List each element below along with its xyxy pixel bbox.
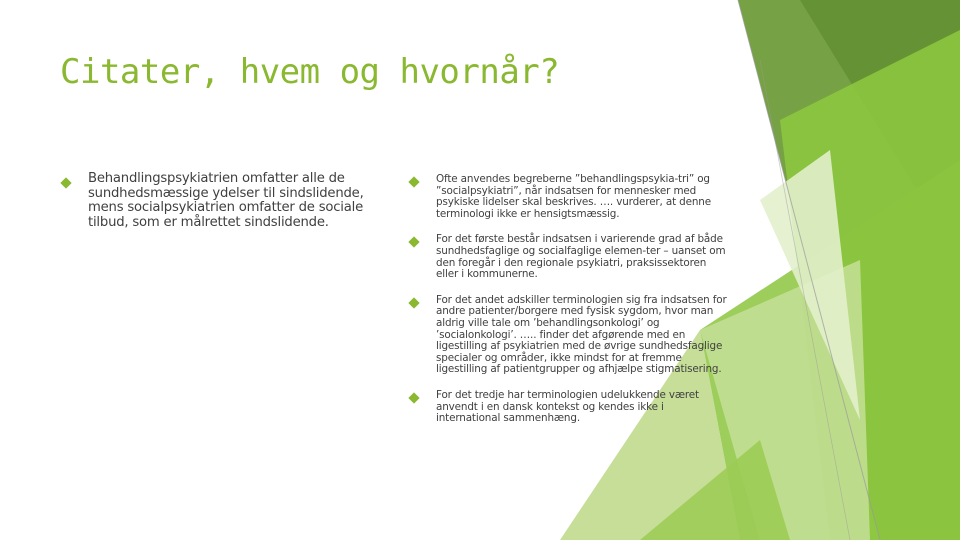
bullet-item	[410, 174, 730, 220]
diamond-bullet-icon	[60, 177, 71, 188]
bullet-text: For det andet adskiller terminologien sig fra indsatsen for andre patienter/borgere med fysisk sygdom, hvor man aldrig ville tale om ’behandlingsonkologi’ og ’socialonkologi’. ….. finder det afgørende med en ligestilling af psykiatrien med de øvrige sundhedsfaglige specialer og områder, ikke mindst for at fremme ligestilling af patientgrupper og afhjælpe stigmatisering.	[436, 293, 727, 376]
bullet-item	[410, 295, 730, 376]
bullet-text: For det tredje har terminologien udelukkende været anvendt i en dansk kontekst og kendes ikke i international sammenhæng.	[436, 388, 699, 425]
bullet-item	[410, 234, 730, 280]
right-column	[410, 174, 730, 439]
bullet-text: For det første består indsatsen i varierende grad af både sundhedsfaglige og socialfaglige elemen-ter – uanset om den foregår i den regionale psykiatri, praksissektoren eller i kommunerne.	[436, 233, 726, 281]
diamond-bullet-icon	[408, 392, 419, 403]
diamond-bullet-icon	[408, 297, 419, 308]
left-column	[62, 172, 382, 230]
slide-title: Citater, hvem og hvornår?	[60, 52, 560, 92]
bullet-text: Ofte anvendes begreberne ”behandlingspsykia-tri” og ”socialpsykiatri”, når indsatsen for mennesker med psykiske lidelser skal beskrives. …. vurderer, at denne terminologi ikke er hensigtsmæssig.	[436, 173, 711, 220]
bullet-item	[410, 390, 730, 425]
diamond-bullet-icon	[408, 237, 419, 248]
bullet-text: Behandlingspsykiatrien omfatter alle de sundhedsmæssige ydelser til sindslidende, mens socialpsykiatrien omfatter de sociale tilbud, som er målrettet sindslidende.	[88, 171, 364, 230]
diamond-bullet-icon	[408, 176, 419, 187]
bullet-item	[62, 172, 382, 230]
